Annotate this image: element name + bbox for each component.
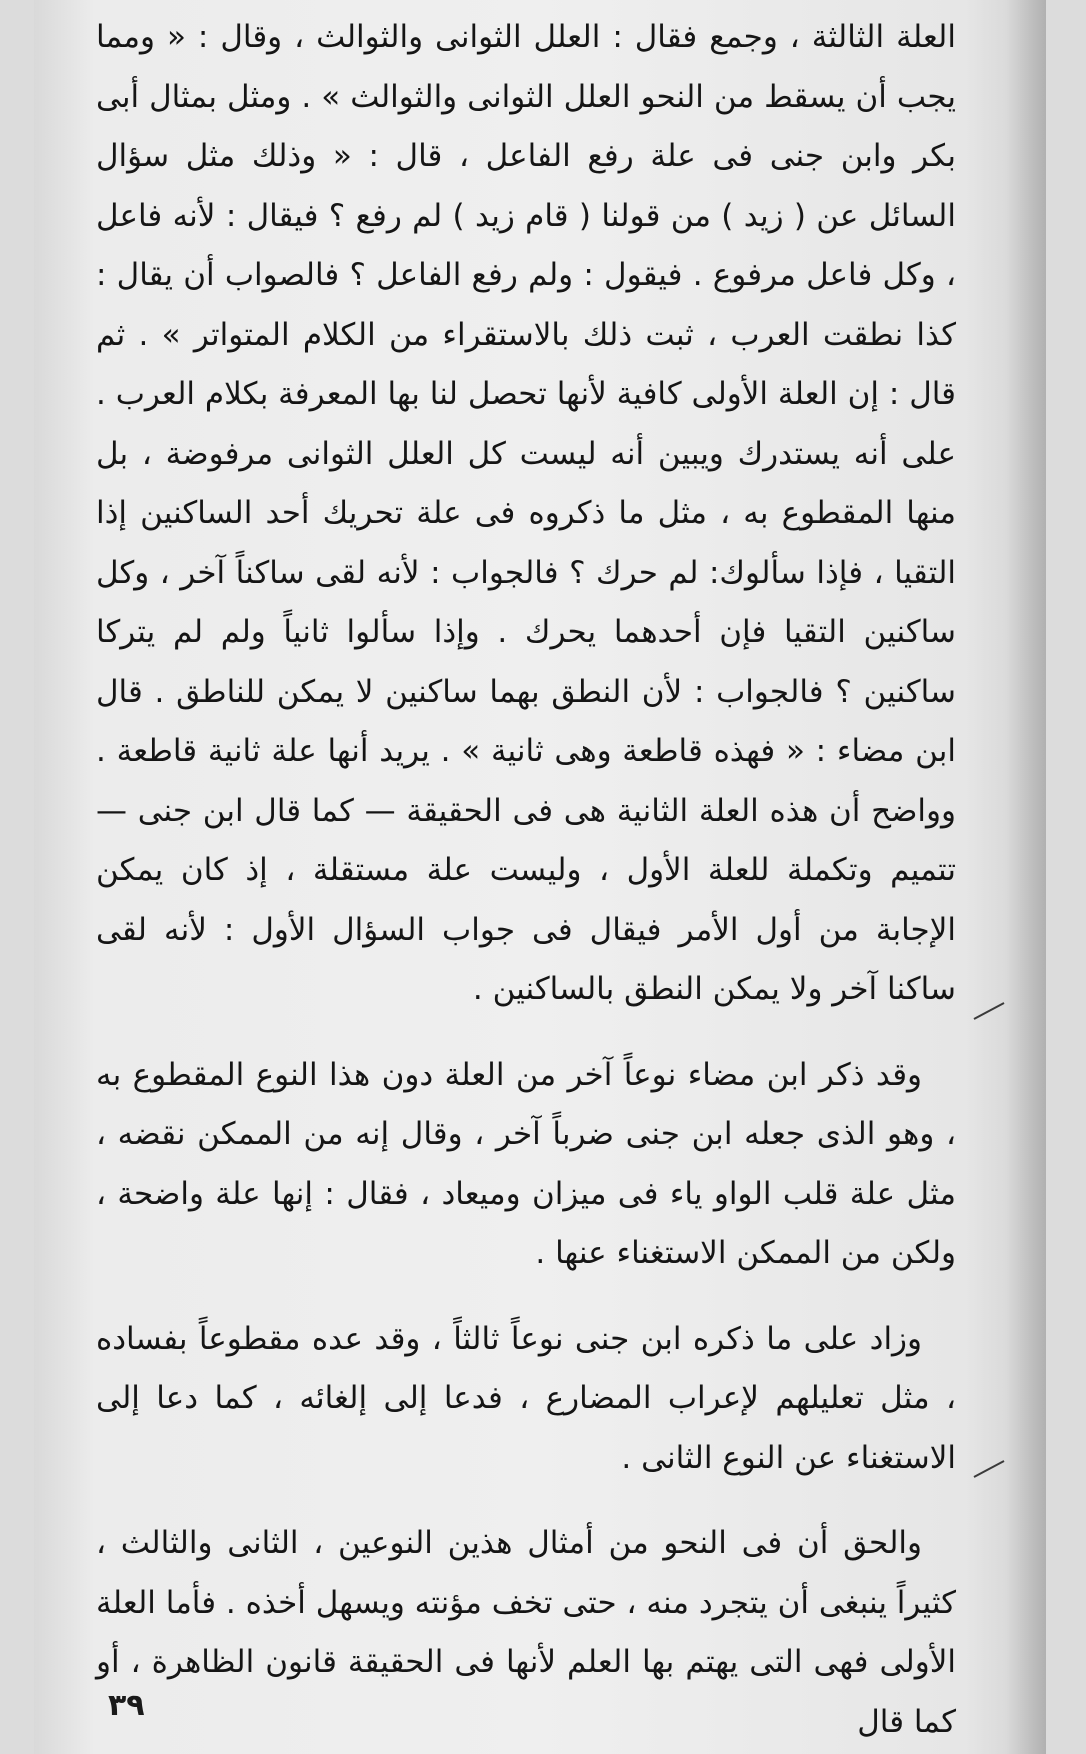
paragraph-3: وزاد على ما ذكره ابن جنى نوعاً ثالثاً ، وقد عده مقطوعاً بفساده ، مثل تعليلهم لإعراب المضارع ، فدعا إلى إلغائه ، كما دعا إلى الاستغناء عن النوع الثانى . [96, 1320, 956, 1476]
page-spine-shadow [1006, 0, 1046, 1754]
paragraph-1: العلة الثالثة ، وجمع فقال : العلل الثوانى والثوالث ، وقال : « ومما يجب أن يسقط من النحو العلل الثوانى والثوالث » . ومثل بمثال أبى بكر وابن جنى فى علة رفع الفاعل ، قال : « وذلك مثل سؤال السائل عن ( زيد ) من قولنا ( قام زيد ) لم رفع ؟ فيقال : لأنه فاعل ، وكل فاعل مرفوع . فيقول : ولم رفع الفاعل ؟ فالصواب أن يقال : كذا نطقت العرب ، ثبت ذلك بالاستقراء من الكلام المتواتر » . ثم قال : إن العلة الأولى كافية لأنها تحصل لنا بها المعرفة بكلام العرب . على أنه يستدرك ويبين أنه ليست كل العلل الثوانى مرفوضة ، بل منها المقطوع به ، مثل ما ذكروه فى علة تحريك أحد الساكنين إذا التقيا ، فإذا سألوك: لم حرك ؟ فالجواب : لأنه لقى ساكناً آخر ، وكل ساكنين التقيا فإن أحدهما يحرك . وإذا سألوا ثانياً ولم لم يتركا ساكنين ؟ فالجواب : لأن النطق بهما ساكنين لا يمكن للناطق . قال ابن مضاء : « فهذه قاطعة وهى ثانية » . يريد أنها علة ثانية قاطعة . وواضح أن هذه العلة الثانية هى فى الحقيقة — كما قال ابن جنى — تتميم وتكملة للعلة الأول ، وليست علة مستقلة ، إذ كان يمكن الإجابة من أول الأمر فيقال فى جواب السؤال الأول : لأنه لقى ساكنا آخر ولا يمكن النطق بالساكنين . [96, 19, 956, 1007]
book-page [34, 0, 1046, 1754]
margin-mark-1 [974, 1002, 1005, 1020]
body-text [96, 8, 956, 1752]
margin-mark-2 [974, 1460, 1005, 1478]
page-number: ٣٩ [108, 1688, 145, 1723]
paragraph-2: وقد ذكر ابن مضاء نوعاً آخر من العلة دون هذا النوع المقطوع به ، وهو الذى جعله ابن جنى ضرباً آخر ، وقال إنه من الممكن نقضه ، مثل علة قلب الواو ياء فى ميزان وميعاد ، فقال : إنها علة واضحة ، ولكن من الممكن الاستغناء عنها . [96, 1056, 956, 1271]
paragraph-4: والحق أن فى النحو من أمثال هذين النوعين ، الثانى والثالث ، كثيراً ينبغى أن يتجرد منه ، حتى تخف مؤنته ويسهل أخذه . فأما العلة الأولى فهى التى يهتم بها العلم لأنها فى الحقيقة قانون الظاهرة ، أو كما قال [96, 1525, 956, 1740]
